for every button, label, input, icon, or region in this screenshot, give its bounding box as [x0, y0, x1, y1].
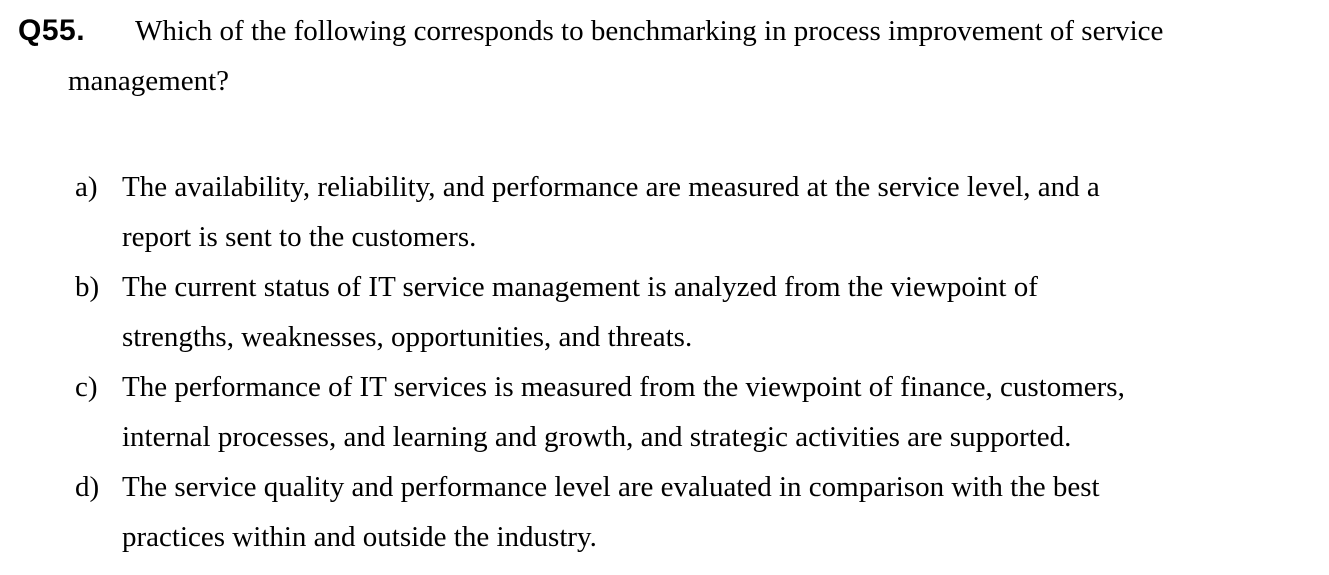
- question-text-line-1: Which of the following corresponds to benchmarking in process improvement of service: [135, 15, 1164, 47]
- option-c-text-line-2: internal processes, and learning and growth, and strategic activities are supported.: [122, 421, 1072, 453]
- option-d-label: d): [75, 471, 100, 503]
- option-c-label: c): [75, 371, 98, 403]
- option-d: [0, 462, 1329, 562]
- option-d-text-line-1: The service quality and performance level are evaluated in comparison with the best: [122, 471, 1100, 503]
- question-block: [0, 6, 1329, 106]
- option-b: [0, 262, 1329, 362]
- option-d-text-line-2: practices within and outside the industry.: [122, 521, 597, 553]
- option-a-text-line-1: The availability, reliability, and performance are measured at the service level, and a: [122, 171, 1100, 203]
- question-first-line: [0, 6, 1329, 56]
- options-list: [0, 162, 1329, 562]
- option-a-label: a): [75, 171, 98, 203]
- option-b-label: b): [75, 271, 100, 303]
- option-b-text-line-2: strengths, weaknesses, opportunities, and threats.: [122, 321, 693, 353]
- option-c: [0, 362, 1329, 462]
- option-c-text-line-1: The performance of IT services is measured from the viewpoint of finance, customers,: [122, 371, 1125, 403]
- question-text-line-2: management?: [68, 65, 230, 97]
- option-a: [0, 162, 1329, 262]
- option-b-text-line-1: The current status of IT service management is analyzed from the viewpoint of: [122, 271, 1038, 303]
- option-a-text-line-2: report is sent to the customers.: [122, 221, 477, 253]
- question-number: Q55.: [18, 14, 86, 47]
